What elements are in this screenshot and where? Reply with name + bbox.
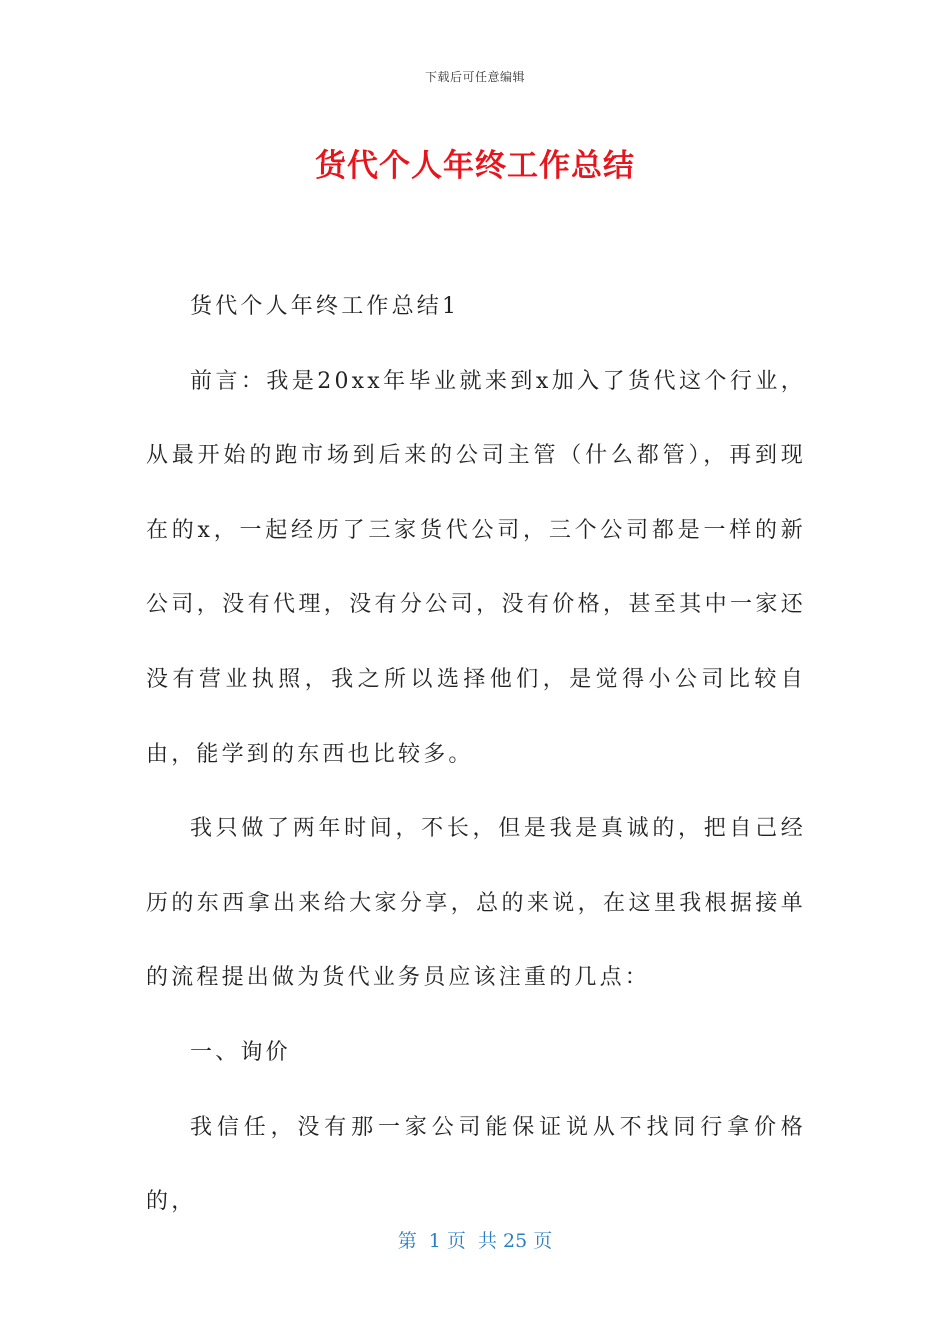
document-title: 货代个人年终工作总结 <box>315 148 635 184</box>
paragraph: 我只做了两年时间，不长，但是我是真诚的，把自己经历的东西拿出来给大家分享，总的来说，在这里我根据接单的流程提出做为货代业务员应该注重的几点： <box>146 816 806 991</box>
section-heading: 货代个人年终工作总结1 <box>190 294 460 319</box>
header-note: 下载后可任意编辑 <box>424 70 525 84</box>
page-number-footer: 第 1 页 共 25 页 <box>397 1230 553 1252</box>
paragraph: 我信任，没有那一家公司能保证说从不找同行拿价格的， <box>146 1114 806 1215</box>
paragraph: 前言：我是20xx年毕业就来到x加入了货代这个行业，从最开始的跑市场到后来的公司主管（什么都管），再到现在的x，一起经历了三家货代公司，三个公司都是一样的新公司，没有代理，没有分公司，没有价格，甚至其中一家还没有营业执照，我之所以选择他们，是觉得小公司比较自由，能学到的东西也比较多。 <box>146 368 806 767</box>
document-body <box>146 270 806 1240</box>
subsection-heading: 一、询价 <box>190 1039 291 1065</box>
